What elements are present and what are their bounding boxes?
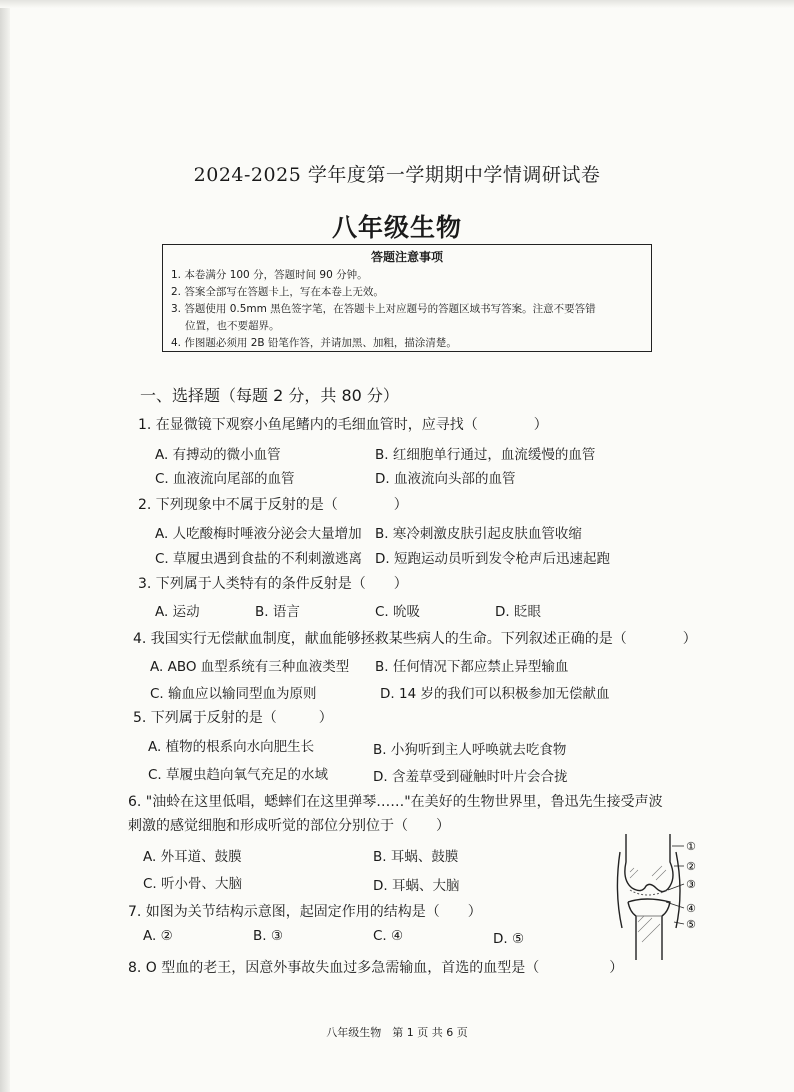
question-option: C. 血液流向尾部的血管 (155, 471, 295, 487)
page-footer: 八年级生物 第 1 页 共 6 页 (326, 1026, 468, 1039)
notice-item: 2. 答案全部写在答题卡上，写在本卷上无效。 (171, 286, 384, 298)
question-option: D. 含羞草受到碰触时叶片会合拢 (373, 769, 568, 785)
question-option: B. 耳蜗、鼓膜 (373, 849, 459, 865)
tibia-outline (628, 899, 670, 960)
question-stem: 7. 如图为关节结构示意图，起固定作用的结构是（ ） (128, 904, 482, 920)
question-option: B. 寒冷刺激皮肤引起皮肤血管收缩 (375, 526, 582, 542)
question-option: A. ② (143, 928, 173, 944)
question-stem: 4. 我国实行无偿献血制度，献血能够拯救某些病人的生命。下列叙述正确的是（ ） (133, 631, 697, 647)
question-option: D. 血液流向头部的血管 (375, 471, 516, 487)
question-option: C. 草履虫趋向氧气充足的水域 (148, 767, 329, 783)
question-option: A. 外耳道、鼓膜 (143, 849, 242, 865)
question-option: B. 小狗听到主人呼唤就去吃食物 (373, 742, 567, 758)
articular-cartilage (630, 890, 668, 895)
question-stem: 8. O 型血的老王，因意外事故失血过多急需输血，首选的血型是（ ） (128, 960, 624, 976)
question-option: B. 红细胞单行通过，血流缓慢的血管 (375, 447, 596, 463)
question-option: A. ABO 血型系统有三种血液类型 (150, 659, 350, 675)
question-stem: 2. 下列现象中不属于反射的是（ ） (138, 497, 408, 513)
question-option: D. 短跑运动员听到发令枪声后迅速起跑 (375, 551, 610, 567)
question-option: C. 听小骨、大脑 (143, 876, 243, 892)
question-stem: 5. 下列属于反射的是（ ） (133, 710, 333, 726)
question-option: A. 人吃酸梅时唾液分泌会大量增加 (155, 526, 362, 542)
notice-item: 4. 作图题必须用 2B 铅笔作答，并请加黑、加粗，描涂清楚。 (171, 337, 457, 349)
question-option: B. ③ (253, 928, 283, 944)
notice-item: 1. 本卷满分 100 分，答题时间 90 分钟。 (171, 269, 368, 281)
notice-item: 位置，也不要超界。 (185, 320, 280, 332)
question-option: B. 任何情况下都应禁止异型输血 (375, 659, 569, 675)
figure-label: ③ (686, 878, 696, 891)
notice-item: 3. 答题使用 0.5mm 黑色签字笔，在答题卡上对应题号的答题区域书写答案。注意不要答错 (171, 303, 596, 315)
question-option: C. 吮吸 (375, 604, 421, 620)
question-option: D. 眨眼 (495, 604, 541, 620)
question-option: D. 耳蜗、大脑 (373, 878, 460, 894)
page-shadow-top (0, 0, 794, 8)
figure-label: ④ (686, 902, 696, 915)
joint-diagram (612, 832, 702, 962)
question-option: C. 草履虫遇到食盐的不利刺激逃离 (155, 551, 363, 567)
question-option: D. ⑤ (493, 931, 525, 947)
notice-title: 答题注意事项 (370, 250, 443, 264)
figure-label: ⑤ (686, 918, 696, 931)
question-option: A. 有搏动的微小血管 (155, 447, 281, 463)
question-option: A. 运动 (155, 604, 200, 620)
question-option: C. ④ (373, 928, 404, 944)
question-stem-continued: 刺激的感觉细胞和形成听觉的部位分别位于（ ） (128, 818, 450, 834)
notice-box (162, 244, 652, 352)
exam-subject: 八年级生物 (331, 213, 462, 242)
section-title: 一、选择题（每题 2 分，共 80 分） (140, 386, 399, 405)
exam-title: 2024-2025 学年度第一学期期中学情调研试卷 (193, 164, 601, 186)
leader-line (674, 922, 684, 924)
figure-label: ② (686, 860, 696, 873)
question-option: A. 植物的根系向水向肥生长 (148, 739, 315, 755)
figure-label: ① (686, 840, 696, 853)
femur-outline (625, 834, 673, 892)
question-stem: 3. 下列属于人类特有的条件反射是（ ） (138, 576, 408, 592)
question-option: C. 输血应以输同型血为原则 (150, 686, 317, 702)
question-stem: 1. 在显微镜下观察小鱼尾鳍内的毛细血管时，应寻找（ ） (138, 417, 548, 433)
question-stem: 6. "油蛉在这里低唱，蟋蟀们在这里弹琴……"在美好的生物世界里，鲁迅先生接受声波 (128, 794, 663, 810)
question-option: D. 14 岁的我们可以积极参加无偿献血 (380, 686, 610, 702)
question-option: B. 语言 (255, 604, 300, 620)
